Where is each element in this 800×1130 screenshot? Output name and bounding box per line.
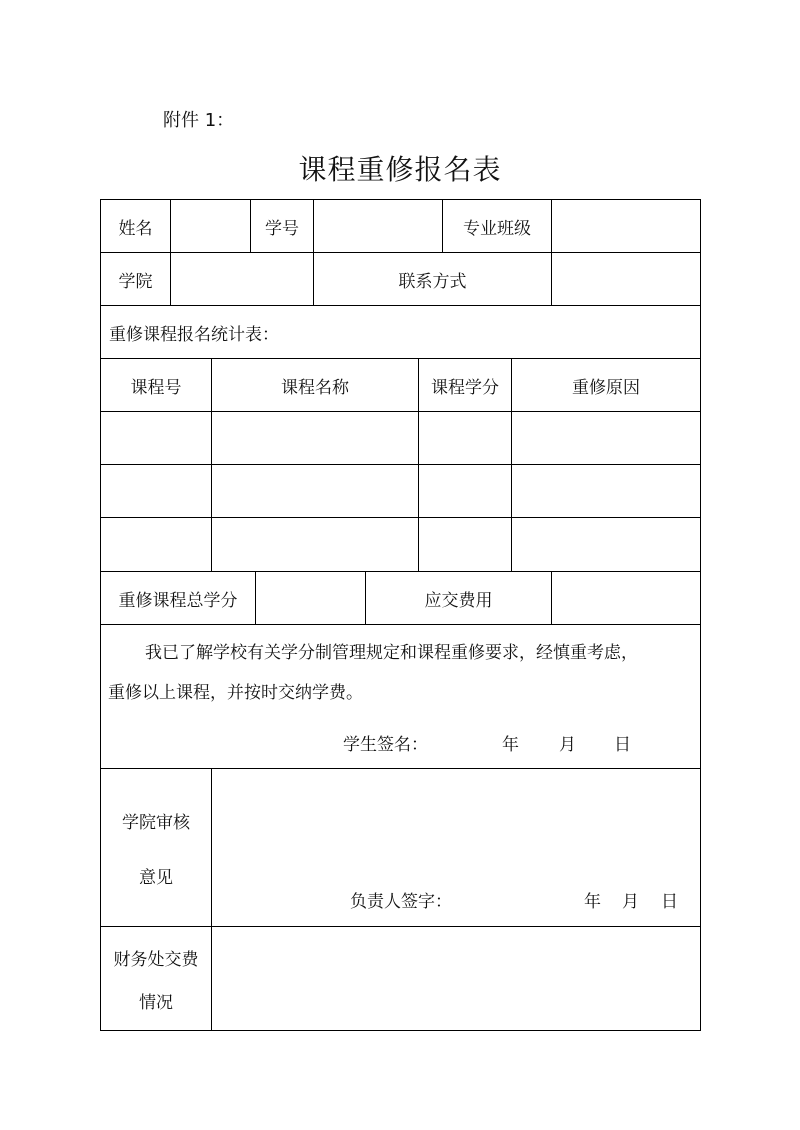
finance-label-line-1: 财务处交费 — [113, 949, 199, 970]
major-class-label: 专业班级 — [442, 199, 552, 253]
contact-label: 联系方式 — [313, 252, 552, 306]
reviewer-signature-label: 负责人签字： — [350, 892, 452, 912]
student-sign-year: 年 — [502, 735, 519, 755]
table-cell[interactable] — [511, 517, 701, 572]
student-sign-month: 月 — [559, 735, 576, 755]
student-id-field[interactable] — [313, 199, 443, 253]
table-cell[interactable] — [511, 464, 701, 518]
course-name-header: 课程名称 — [211, 358, 419, 412]
total-credits-field[interactable] — [255, 571, 366, 625]
attachment-label: 附件 1： — [163, 110, 235, 131]
reviewer-sign-day: 日 — [661, 892, 678, 912]
table-cell[interactable] — [100, 464, 212, 518]
table-cell[interactable] — [418, 464, 512, 518]
table-cell[interactable] — [418, 411, 512, 465]
name-field[interactable] — [170, 199, 251, 253]
stats-label: 重修课程报名统计表： — [100, 305, 701, 359]
table-cell[interactable] — [511, 411, 701, 465]
college-review-label-line-2: 意见 — [139, 867, 173, 888]
college-label: 学院 — [100, 252, 171, 306]
table-cell[interactable] — [100, 517, 212, 572]
reviewer-sign-month: 月 — [622, 892, 639, 912]
course-credit-header: 课程学分 — [418, 358, 512, 412]
table-cell[interactable] — [418, 517, 512, 572]
course-number-header: 课程号 — [100, 358, 212, 412]
fee-field[interactable] — [551, 571, 701, 625]
college-review-label-line-1: 学院审核 — [122, 812, 190, 833]
declaration-line-2: 重修以上课程，并按时交纳学费。 — [108, 683, 363, 703]
college-review-label — [100, 768, 212, 927]
major-class-field[interactable] — [551, 199, 701, 253]
contact-field[interactable] — [551, 252, 701, 306]
fee-label: 应交费用 — [365, 571, 552, 625]
table-cell[interactable] — [211, 517, 419, 572]
finance-label — [100, 926, 212, 1031]
table-cell[interactable] — [100, 411, 212, 465]
finance-label-line-2: 情况 — [139, 992, 173, 1013]
student-signature-field[interactable] — [430, 724, 490, 752]
form-title: 课程重修报名表 — [298, 153, 502, 186]
reviewer-sign-year: 年 — [584, 892, 601, 912]
finance-field[interactable] — [211, 926, 701, 1031]
name-label: 姓名 — [100, 199, 171, 253]
student-signature-label: 学生签名： — [343, 735, 428, 755]
retake-reason-header: 重修原因 — [511, 358, 701, 412]
declaration-line-1: 我已了解学校有关学分制管理规定和课程重修要求，经慎重考虑， — [145, 643, 638, 663]
table-cell[interactable] — [211, 464, 419, 518]
student-sign-day: 日 — [614, 735, 631, 755]
table-cell[interactable] — [211, 411, 419, 465]
total-credits-label: 重修课程总学分 — [100, 571, 256, 625]
college-field[interactable] — [170, 252, 314, 306]
student-id-label: 学号 — [250, 199, 314, 253]
